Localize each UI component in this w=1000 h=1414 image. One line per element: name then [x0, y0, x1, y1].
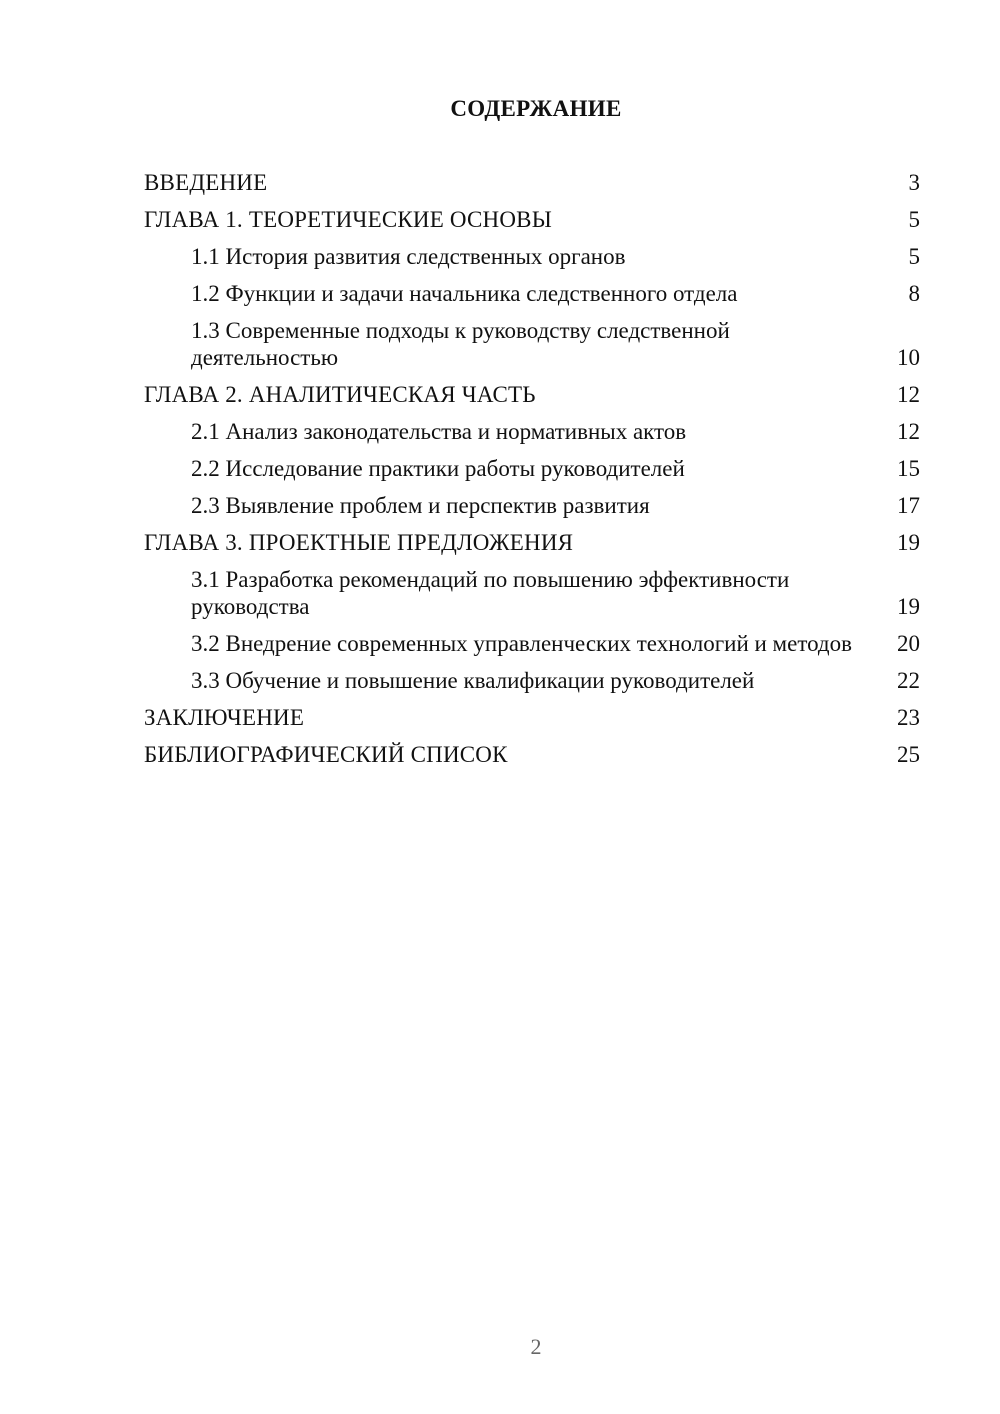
toc-entry-label: 3.3 Обучение и повышение квалификации руководителей — [191, 668, 755, 693]
toc-entry — [144, 280, 920, 307]
toc-entry — [144, 492, 920, 519]
toc-entry-label: 1.2 Функции и задачи начальника следственного отдела — [191, 281, 738, 306]
toc-entry-page: 22 — [897, 668, 920, 693]
toc-entry-page: 5 — [908, 207, 920, 232]
toc-entry-label: ГЛАВА 3. ПРОЕКТНЫЕ ПРЕДЛОЖЕНИЯ — [144, 530, 574, 555]
toc-entry-page: 17 — [897, 493, 920, 518]
toc-entry-page: 12 — [897, 382, 920, 407]
toc-entry-page: 23 — [897, 705, 920, 730]
toc-entry — [144, 169, 920, 196]
toc-entry — [144, 741, 920, 768]
toc-entry-label: 2.3 Выявление проблем и перспектив развития — [191, 493, 650, 518]
toc-entry — [144, 381, 920, 408]
toc-entry-page: 19 — [897, 530, 920, 555]
toc-entry — [144, 529, 920, 556]
toc-entry-page: 25 — [897, 742, 920, 767]
toc-entry-page: 20 — [897, 631, 920, 656]
toc-entry — [144, 455, 920, 482]
toc-entry-page: 12 — [897, 419, 920, 444]
toc-entry-label: 1.1 История развития следственных органов — [191, 244, 626, 269]
toc-entry-page: 19 — [897, 594, 920, 619]
toc-entry-page: 15 — [897, 456, 920, 481]
toc-entry — [144, 243, 920, 270]
toc-entry-label: ЗАКЛЮЧЕНИЕ — [144, 705, 305, 730]
page-number: 2 — [530, 1334, 542, 1359]
toc-entry-label: 3.1 Разработка рекомендаций по повышению эффективности руководства — [191, 567, 790, 619]
toc-entry — [144, 630, 920, 657]
toc-entry-label: ВВЕДЕНИЕ — [144, 170, 268, 195]
toc-entry — [144, 667, 920, 694]
toc-entry-label: БИБЛИОГРАФИЧЕСКИЙ СПИСОК — [144, 742, 508, 767]
toc-entry-label: ГЛАВА 1. ТЕОРЕТИЧЕСКИЕ ОСНОВЫ — [144, 207, 552, 232]
toc-entry-label: 2.1 Анализ законодательства и нормативных актов — [191, 419, 687, 444]
toc-entry — [144, 418, 920, 445]
toc-entry — [144, 317, 920, 371]
toc-entry-page: 3 — [908, 170, 920, 195]
toc-entry — [144, 206, 920, 233]
toc-entry-page: 5 — [908, 244, 920, 269]
toc-title: СОДЕРЖАНИЕ — [450, 96, 622, 121]
toc-entry-label: 1.3 Современные подходы к руководству следственной деятельностью — [191, 318, 730, 370]
table-of-contents — [144, 169, 920, 778]
toc-entry-page: 10 — [897, 345, 920, 370]
toc-entry-label: 2.2 Исследование практики работы руководителей — [191, 456, 685, 481]
toc-entry — [144, 704, 920, 731]
toc-entry — [144, 566, 920, 620]
toc-entry-label: ГЛАВА 2. АНАЛИТИЧЕСКАЯ ЧАСТЬ — [144, 382, 536, 407]
toc-entry-page: 8 — [908, 281, 920, 306]
toc-entry-label: 3.2 Внедрение современных управленческих технологий и методов — [191, 631, 852, 656]
